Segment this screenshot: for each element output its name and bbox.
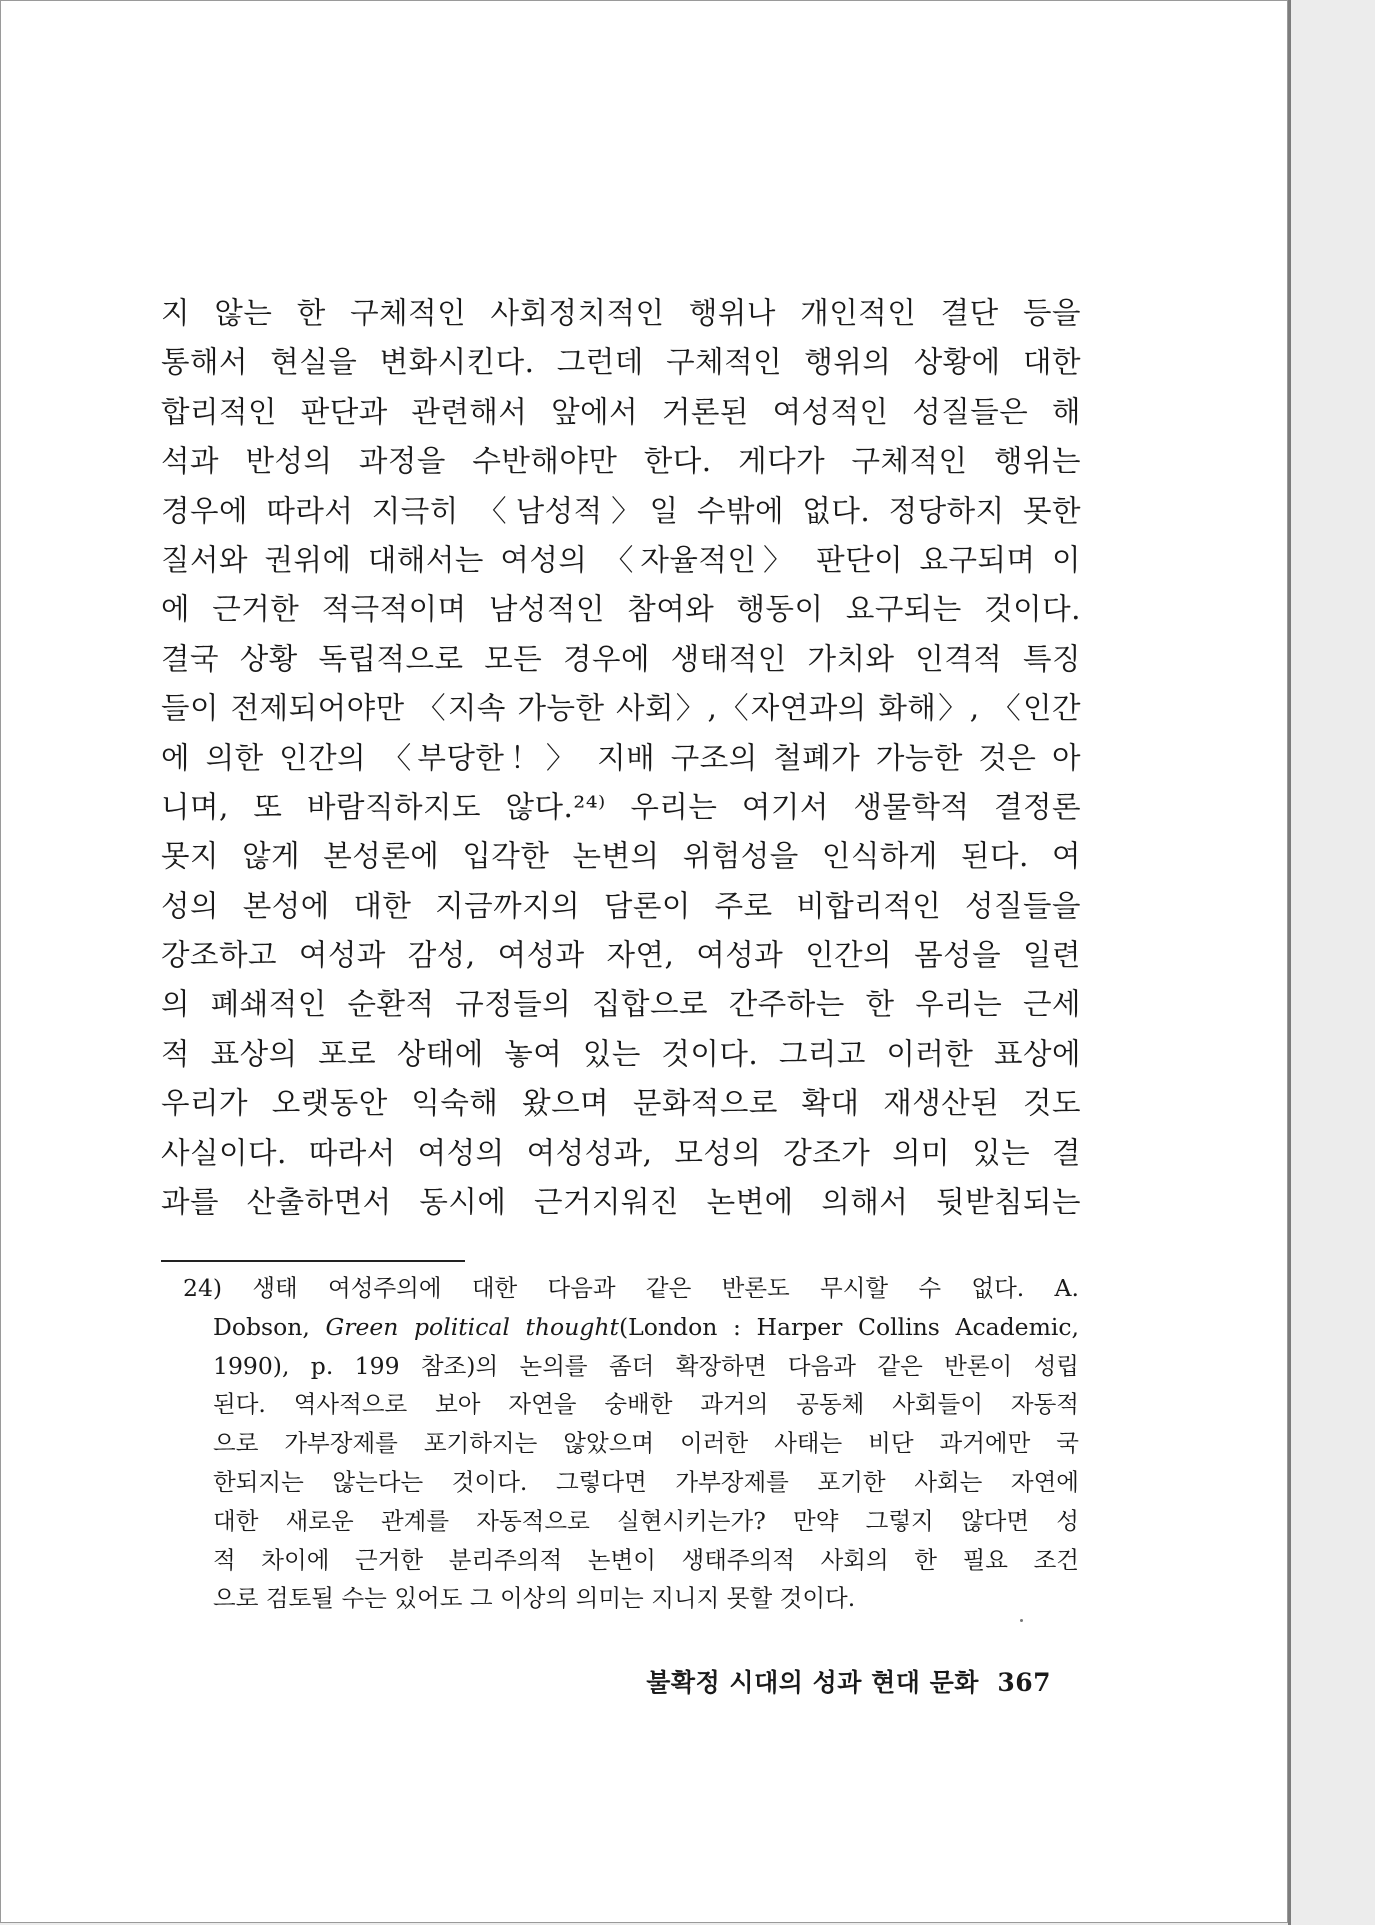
body-line: 에 의한 인간의 〈부당한！〉 지배 구조의 철폐가 가능한 것은 아 [161,740,1081,775]
body-line: 적 표상의 포로 상태에 놓여 있는 것이다. 그리고 이러한 표상에 [161,1036,1081,1071]
citation-publisher: (London : Harper Collins Academic, [618,1312,1079,1341]
footnote-divider [161,1260,465,1262]
body-line: 의 폐쇄적인 순환적 규정들의 집합으로 간주하는 한 우리는 근세 [161,987,1081,1022]
body-line: 지 않는 한 구체적인 사회정치적인 행위나 개인적인 결단 등을 [161,296,1081,330]
citation-author: Dobson, [213,1312,326,1341]
footnote-line: 한되지는 않는다는 것이다. 그렇다면 가부장제를 포기한 사회는 자연에 [213,1467,1079,1496]
chapter-title: 불확정 시대의 성과 현대 문화 [646,1668,979,1697]
page-number: 367 [997,1668,1051,1697]
footnote-line: 으로 검토될 수는 있어도 그 이상의 의미는 지니지 못할 것이다. [213,1584,856,1613]
footnote-line: 24) 생태 여성주의에 대한 다음과 같은 반론도 무시할 수 없다. A. [183,1274,1079,1302]
body-line: 질서와 권위에 대해서는 여성의 〈자율적인〉 판단이 요구되며 이 [161,542,1081,577]
body-line: 못지 않게 본성론에 입각한 논변의 위험성을 인식하게 된다. 여 [161,839,1081,874]
body-line: 과를 산출하면서 동시에 근거지워진 논변에 의해서 뒷받침되는 [161,1185,1081,1220]
footnote-line: 적 차이에 근거한 분리주의적 논변이 생태주의적 사회의 한 필요 조건 [213,1545,1079,1574]
footnote-line [183,1308,1079,1347]
body-line: 우리가 오랫동안 익숙해 왔으며 문화적으로 확대 재생산된 것도 [161,1086,1081,1121]
footnote-line: 된다. 역사적으로 보아 자연을 숭배한 과거의 공동체 사회들이 자동적 [213,1390,1079,1419]
running-footer [601,1663,1051,1699]
footnote-24 [183,1269,1079,1618]
body-line: 강조하고 여성과 감성, 여성과 자연, 여성과 인간의 몸성을 일련 [161,938,1081,973]
footnote-line: 1990), p. 199 참조)의 논의를 좀더 확장하면 다음과 같은 반론이 성립 [213,1351,1079,1380]
page-edge [1288,0,1291,1925]
footnote-line: 대한 새로운 관계를 자동적으로 실현시키는가? 만약 그렇지 않다면 성 [213,1506,1079,1535]
body-text [161,289,1081,1227]
body-line: 경우에 따라서 지극히 〈남성적〉일 수밖에 없다. 정당하지 못한 [161,493,1081,528]
scan-speck [1020,1619,1023,1622]
body-line: 결국 상황 독립적으로 모든 경우에 생태적인 가치와 인격적 특징 [161,641,1081,676]
body-line: 니며, 또 바람직하지도 않다.²⁴⁾ 우리는 여기서 생물학적 결정론 [161,789,1081,824]
body-line: 들이 전제되어야만 〈지속 가능한 사회〉,〈자연과의 화해〉, 〈인간 [161,691,1081,726]
book-title: Green political thought [325,1312,619,1341]
body-line: 통해서 현실을 변화시킨다. 그런데 구체적인 행위의 상황에 대한 [161,345,1081,380]
body-line: 석과 반성의 과정을 수반해야만 한다. 게다가 구체적인 행위는 [161,444,1081,479]
footnote-line: 으로 가부장제를 포기하지는 않았으며 이러한 사태는 비단 과거에만 국 [213,1429,1079,1458]
body-line: 사실이다. 따라서 여성의 여성성과, 모성의 강조가 의미 있는 결 [161,1135,1081,1170]
body-line: 에 근거한 적극적이며 남성적인 참여와 행동이 요구되는 것이다. [161,592,1081,627]
body-line: 성의 본성에 대한 지금까지의 담론이 주로 비합리적인 성질들을 [161,888,1081,923]
body-line: 합리적인 판단과 관련해서 앞에서 거론된 여성적인 성질들은 해 [161,394,1081,429]
